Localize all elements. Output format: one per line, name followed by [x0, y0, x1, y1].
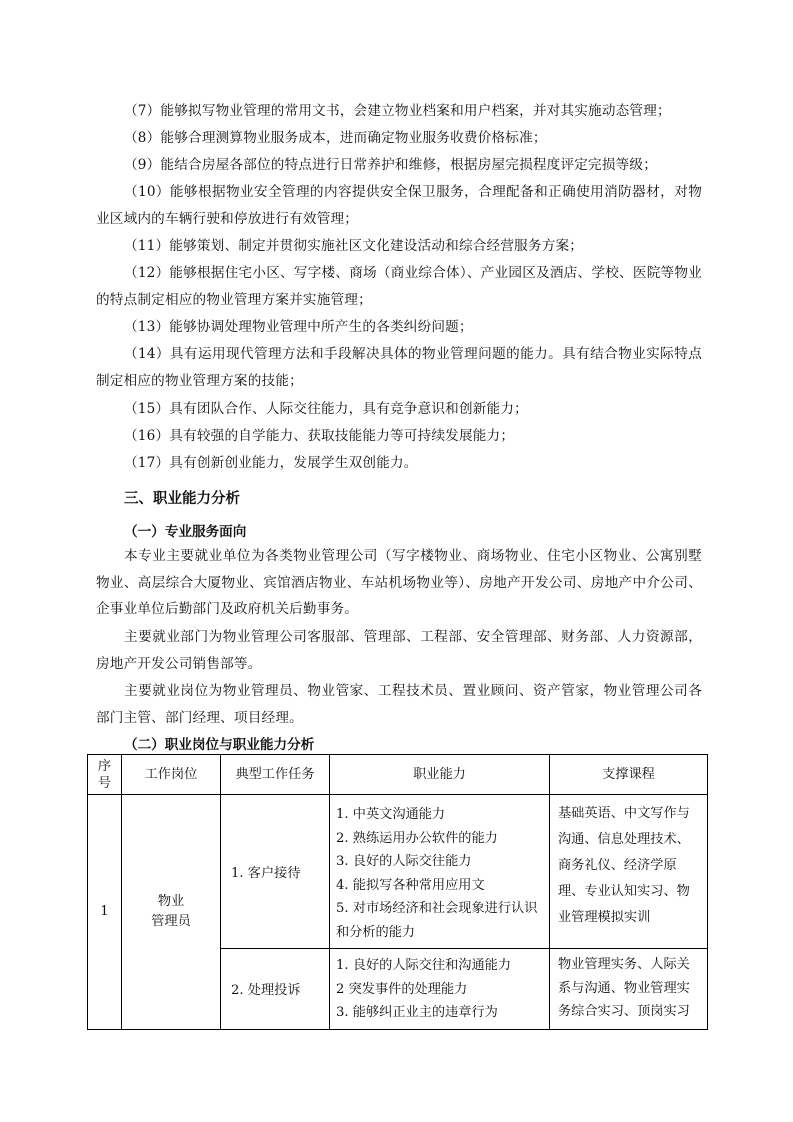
- header-no: 序号: [88, 755, 122, 795]
- ability-item-14: （14）具有运用现代管理方法和手段解决具体的物业管理问题的能力。具有结合物业实际特点制定相应的物业管理方案的技能；: [96, 346, 702, 389]
- ability-list-2: [330, 949, 550, 1030]
- ability-item-10: （10）能够根据物业安全管理的内容提供安全保卫服务，合理配备和正确使用消防器材，对物业区域内的车辆行驶和停放进行有效管理；: [96, 184, 702, 227]
- ability-line: 2 突发事件的处理能力: [336, 981, 468, 997]
- ability-item-8: （8）能够合理测算物业服务成本，进而确定物业服务收费价格标准；: [124, 130, 547, 146]
- header-ability: 职业能力: [330, 755, 550, 795]
- header-task: 典型工作任务: [221, 755, 330, 795]
- ability-line: 3. 能够纠正业主的违章行为: [336, 1005, 498, 1020]
- employment-units-paragraph: 本专业主要就业单位为各类物业管理公司（写字楼物业、商场物业、住宅小区物业、公寓别墅物业、高层综合大厦物业、宾馆酒店物业、车站机场物业等）、房地产开发公司、房地产中介公司、企事业单位后勤部门及政府机关后勤事务。: [96, 548, 702, 617]
- course-cell-1: 基础英语、中文写作与沟通、信息处理技术、商务礼仪、经济学原理、专业认知实习、物业管理模拟实训: [550, 795, 708, 949]
- ability-list-1: [330, 795, 550, 949]
- course-cell-2: 物业管理实务、人际关系与沟通、物业管理实务综合实习、顶岗实习: [550, 949, 708, 1030]
- header-course: 支撑课程: [550, 755, 708, 795]
- table-header-row: [88, 755, 708, 795]
- ability-item-12: （12）能够根据住宅小区、写字楼、商场（商业综合体）、产业园区及酒店、学校、医院等物业的特点制定相应的物业管理方案并实施管理；: [96, 265, 702, 308]
- subsection-heading-service: （一）专业服务面向: [124, 524, 247, 540]
- ability-line: 4. 能拟写各种常用应用文: [336, 877, 485, 893]
- table-row: [88, 795, 708, 949]
- ability-item-9: （9）能结合房屋各部位的特点进行日常养护和维修，根据房屋完损程度评定完损等级；: [124, 157, 658, 173]
- row-number: 1: [88, 795, 122, 1030]
- employment-positions-paragraph: 主要就业岗位为物业管理员、物业管家、工程技术员、置业顾问、资产管家，物业管理公司各部门主管、部门经理、项目经理。: [96, 683, 702, 726]
- ability-item-17: （17）具有创新创业能力，发展学生双创能力。: [124, 455, 418, 471]
- ability-line: 2. 熟练运用办公软件的能力: [336, 830, 498, 846]
- ability-line: 1. 良好的人际交往和沟通能力: [336, 958, 512, 973]
- row-position: [122, 795, 221, 1030]
- ability-item-13: （13）能够协调处理物业管理中所产生的各类纠纷问题；: [124, 319, 473, 335]
- ability-line: 3. 良好的人际交往能力: [336, 854, 472, 869]
- section-heading: 三、职业能力分析: [124, 491, 240, 507]
- ability-item-11: （11）能够策划、制定并贯彻实施社区文化建设活动和综合经营服务方案；: [124, 238, 584, 254]
- ability-item-7: （7）能够拟写物业管理的常用文书，会建立物业档案和用户档案，并对其实施动态管理；: [124, 103, 671, 119]
- ability-line: 5. 对市场经济和社会现象进行认识和分析的能力: [336, 901, 538, 940]
- position-line-1: 物业: [157, 893, 185, 909]
- ability-item-16: （16）具有较强的自学能力、获取技能能力等可持续发展能力；: [124, 428, 515, 444]
- ability-line: 1. 中英文沟通能力: [336, 807, 446, 822]
- job-ability-table: [87, 754, 708, 1030]
- header-position: 工作岗位: [122, 755, 221, 795]
- position-line-2: 管理员: [151, 913, 191, 929]
- ability-item-15: （15）具有团队合作、人际交往能力，具有竞争意识和创新能力；: [124, 401, 528, 417]
- employment-departments-paragraph: 主要就业部门为物业管理公司客服部、管理部、工程部、安全管理部、财务部、人力资源部，房地产开发公司销售部等。: [96, 629, 702, 672]
- task-cell-2: 2. 处理投诉: [221, 949, 330, 1030]
- task-cell-1: 1. 客户接待: [221, 795, 330, 949]
- subsection-heading-abilities: （二）职业岗位与职业能力分析: [124, 737, 315, 753]
